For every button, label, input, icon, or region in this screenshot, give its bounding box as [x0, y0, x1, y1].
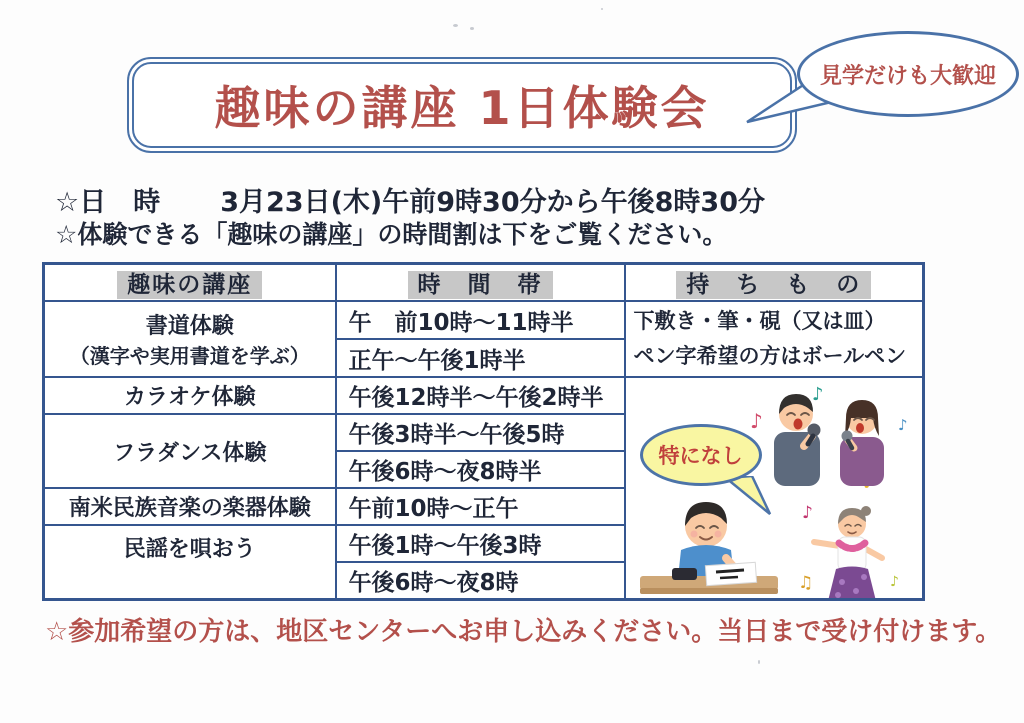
course-folk-instruments: 南米民族音楽の楽器体験	[44, 488, 336, 525]
scan-artifact	[470, 27, 474, 30]
table-header-row	[44, 264, 924, 302]
svg-text:♪: ♪	[898, 416, 908, 434]
header-items: 持 ち も の	[625, 264, 924, 302]
svg-text:♫: ♫	[798, 573, 814, 593]
time-minyo-1: 午後1時～午後3時	[336, 525, 625, 562]
time-hula-2: 午後6時～夜8時半	[336, 451, 625, 488]
scan-artifact	[453, 24, 458, 27]
application-note: ☆参加希望の方は、地区センターへお申し込みください。当日まで受け付けます。	[45, 617, 1002, 647]
header-time: 時 間 帯	[336, 264, 625, 302]
time-shodo-2: 正午～午後1時半	[336, 339, 625, 377]
karaoke-singers-illustration	[746, 382, 916, 488]
scan-artifact	[758, 660, 760, 664]
course-hula: フラダンス体験	[44, 414, 336, 488]
title-box-inner	[132, 62, 792, 148]
folk-dancer-illustration	[794, 496, 908, 600]
visitors-welcome-text: 見学だけも大歓迎	[819, 63, 996, 89]
svg-text:♪: ♪	[890, 574, 899, 590]
table-row	[44, 377, 924, 414]
table-row	[44, 301, 924, 339]
course-karaoke: カラオケ体験	[44, 377, 336, 414]
time-folk-instruments: 午前10時～正午	[336, 488, 625, 525]
time-minyo-2: 午後6時～夜8時	[336, 562, 625, 600]
items-none-text: 特になし	[658, 444, 743, 468]
course-shodo	[44, 301, 336, 377]
date-label: ☆日 時	[55, 187, 161, 218]
time-karaoke: 午後12時半～午後2時半	[336, 377, 625, 414]
svg-text:♪: ♪	[750, 409, 763, 433]
header-course: 趣味の講座	[44, 264, 336, 302]
title-box	[127, 57, 797, 153]
svg-text:♪: ♪	[812, 384, 824, 405]
items-none-balloon	[640, 424, 762, 486]
items-shodo	[625, 301, 924, 377]
visitors-welcome-balloon	[797, 31, 1019, 117]
course-minyo: 民謡を唄おう	[44, 525, 336, 600]
items-shodo-line2: ペン字希望の方はボールペン	[633, 344, 907, 368]
items-shodo-line1: 下敷き・筆・硯（又は皿）	[633, 309, 886, 333]
course-shodo-sub: （漢字や実用書道を学ぶ）	[69, 344, 310, 368]
course-shodo-name: 書道体験	[145, 314, 234, 339]
page-title: 趣味の講座 1日体験会	[214, 81, 710, 135]
date-value: 3月23日(木)午前9時30分から午後8時30分	[220, 187, 765, 218]
time-shodo-1: 午 前10時～11時半	[336, 301, 625, 339]
svg-text:♪: ♪	[802, 503, 813, 523]
schedule-table	[42, 262, 925, 601]
time-hula-1: 午後3時半～午後5時	[336, 414, 625, 451]
schedule-note: ☆体験できる「趣味の講座」の時間割は下をご覧ください。	[55, 220, 728, 249]
date-line	[55, 180, 765, 219]
scan-artifact	[601, 8, 603, 10]
items-illustration-cell	[625, 377, 924, 600]
